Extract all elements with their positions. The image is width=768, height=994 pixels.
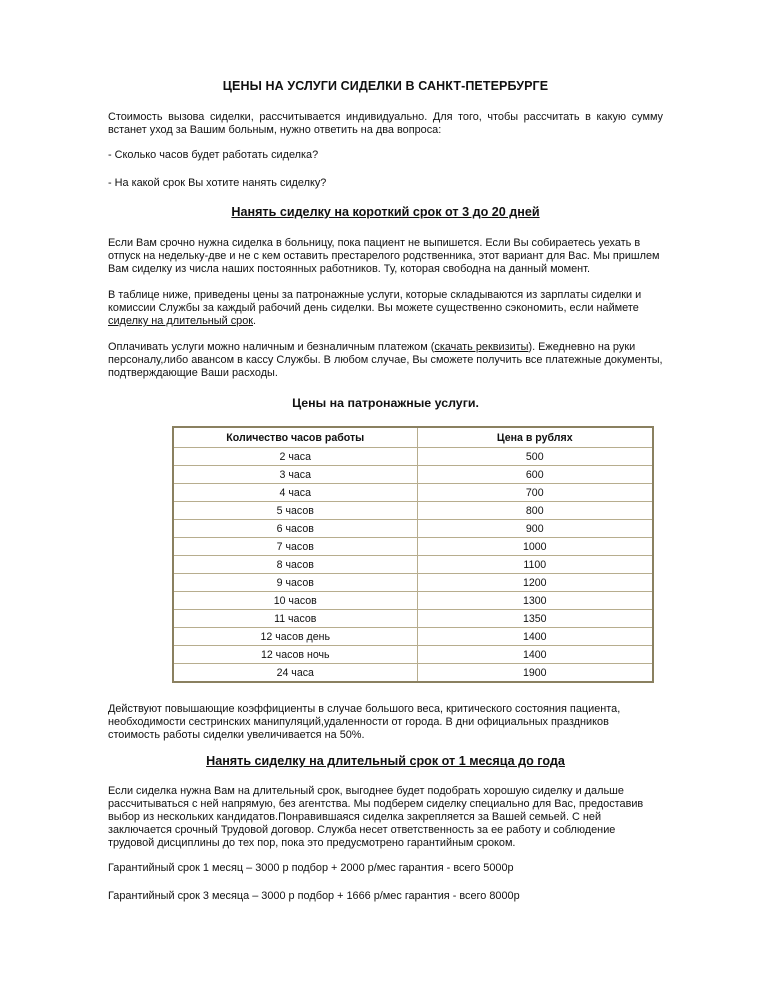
payment-text: Оплачивать услуги можно наличным и безналичным платежом (	[108, 341, 435, 353]
price-cell: 1900	[417, 664, 653, 683]
price-cell: 1200	[417, 574, 653, 592]
price-cell: 1350	[417, 610, 653, 628]
price-cell: 800	[417, 502, 653, 520]
table-row	[173, 538, 653, 556]
long-term-paragraph: Если сиделка нужна Вам на длительный срок, выгоднее будет подобрать хорошую сиделку и дальше рассчитываться с ней напрямую, без агентства. Мы подберем сиделку специально для Вас, предоставив выбор из нескольких кандидатов.Понравившаяся сиделка закрепляется за Вашей семьей. С ней заключается срочный Трудовой договор. Служба несет ответственность за ее работу и соблюдение трудовой дисциплины до тех пор, пока это предусмотрено гарантийным сроком.	[108, 785, 644, 849]
pricing-explanation-end: .	[253, 315, 257, 327]
price-cell: 600	[417, 466, 653, 484]
short-term-paragraph: Если Вам срочно нужна сиделка в больницу, пока пациент не выпишется. Если Вы собираетесь уехать в отпуск на недельку-две и не с кем оставить престарелого родственника, этот вариант для Вас. Мы пришлем Вам сиделку из числа наших постоянных работников. Ту, которая свободна на данный момент.	[108, 237, 660, 275]
price-cell: 1400	[417, 628, 653, 646]
hours-cell: 8 часов	[173, 556, 417, 574]
price-cell: 700	[417, 484, 653, 502]
price-table	[172, 426, 654, 683]
table-header-row	[173, 427, 653, 448]
table-row	[173, 502, 653, 520]
question-term: - На какой срок Вы хотите нанять сиделку?	[108, 177, 327, 189]
hours-cell: 4 часа	[173, 484, 417, 502]
hours-cell: 12 часов день	[173, 628, 417, 646]
long-term-heading: Нанять сиделку на длительный срок от 1 месяца до года	[206, 754, 565, 768]
hours-cell: 2 часа	[173, 448, 417, 466]
hours-cell: 10 часов	[173, 592, 417, 610]
hours-cell: 3 часа	[173, 466, 417, 484]
price-table-body	[173, 448, 653, 683]
coefficients-paragraph: Действуют повышающие коэффициенты в случае большого веса, критического состояния пациента, необходимости сестринских манипуляций,удаленности от города. В дни официальных праздников стоимость работы сиделки увеличивается на 50%.	[108, 703, 621, 741]
hours-column-header: Количество часов работы	[173, 427, 417, 448]
hours-cell: 7 часов	[173, 538, 417, 556]
pricing-explanation-paragraph	[108, 289, 663, 328]
table-row	[173, 574, 653, 592]
pricing-explanation-text: В таблице ниже, приведены цены за патронажные услуги, которые складываются из зарплаты сиделки и комиссии Службы за каждый рабочий день сиделки. Вы можете существенно сэкономить, если наймете	[108, 289, 642, 314]
price-column-header: Цена в рублях	[417, 427, 653, 448]
guarantee-3-months: Гарантийный срок 3 месяца – 3000 р подбор + 1666 р/мес гарантия - всего 8000р	[108, 890, 520, 902]
price-cell: 1400	[417, 646, 653, 664]
table-row	[173, 484, 653, 502]
page-title: ЦЕНЫ НА УСЛУГИ СИДЕЛКИ В САНКТ-ПЕТЕРБУРГЕ	[222, 79, 549, 93]
table-row	[173, 556, 653, 574]
short-term-heading: Нанять сиделку на короткий срок от 3 до 20 дней	[231, 205, 540, 219]
download-requisites-link[interactable]: скачать реквизиты	[434, 341, 529, 353]
intro-paragraph: Стоимость вызова сиделки, рассчитывается индивидуально. Для того, чтобы рассчитать в какую сумму встанет уход за Вашим больным, нужно ответить на два вопроса:	[108, 111, 663, 136]
price-cell: 1000	[417, 538, 653, 556]
hours-cell: 9 часов	[173, 574, 417, 592]
table-row	[173, 466, 653, 484]
table-row	[173, 664, 653, 683]
price-cell: 500	[417, 448, 653, 466]
payment-paragraph	[108, 341, 663, 380]
table-row	[173, 610, 653, 628]
hours-cell: 11 часов	[173, 610, 417, 628]
guarantee-1-month: Гарантийный срок 1 месяц – 3000 р подбор + 2000 р/мес гарантия - всего 5000р	[108, 862, 514, 874]
long-term-link[interactable]: сиделку на длительный срок	[108, 315, 254, 327]
hours-cell: 6 часов	[173, 520, 417, 538]
question-hours: - Сколько часов будет работать сиделка?	[108, 149, 319, 161]
hours-cell: 24 часа	[173, 664, 417, 683]
price-cell: 1100	[417, 556, 653, 574]
table-row	[173, 628, 653, 646]
price-cell: 900	[417, 520, 653, 538]
price-cell: 1300	[417, 592, 653, 610]
price-table-heading: Цены на патронажные услуги.	[292, 396, 479, 410]
table-row	[173, 448, 653, 466]
table-row	[173, 646, 653, 664]
table-row	[173, 592, 653, 610]
payment-text-end: ). Ежедневно на руки персоналу,либо авансом в кассу Службы. В любом случае, Вы сможете получить все платежные документы, подтверждающие Ваши расходы.	[108, 341, 663, 379]
hours-cell: 5 часов	[173, 502, 417, 520]
hours-cell: 12 часов ночь	[173, 646, 417, 664]
table-row	[173, 520, 653, 538]
